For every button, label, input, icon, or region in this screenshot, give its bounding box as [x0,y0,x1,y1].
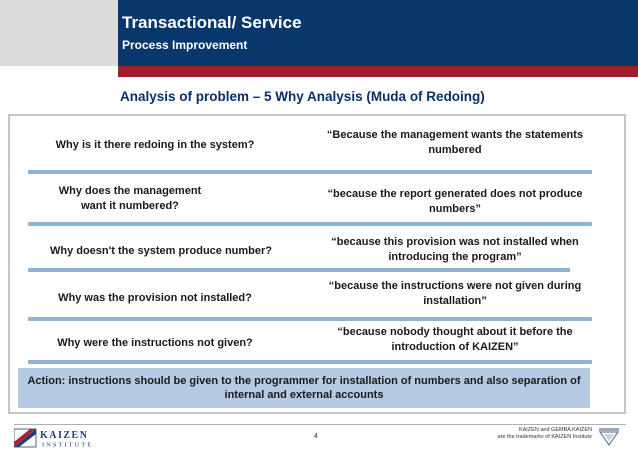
why-question-2: Why does the management want it numbered? [58,185,202,212]
why-question-4: Why was the provision not installed? [58,292,252,304]
footer-divider [14,424,626,425]
trademark-note [462,427,592,441]
row-separator [28,170,592,174]
why-answer-3: “because this provision was not installed when introducing the program” [331,236,579,263]
row-separator [28,317,592,321]
header-band [118,0,638,66]
row-separator [28,360,592,364]
page-number: 4 [314,433,318,440]
logo-text-top: KAIZEN [40,430,89,441]
why-question-5: Why were the instructions not given? [57,337,253,349]
section-title: Analysis of problem – 5 Why Analysis (Muda of Redoing) [120,89,485,104]
row-separator [28,268,570,272]
header-gray-block [0,0,118,66]
gemba-kaizen-icon [598,426,620,446]
slide-title: Transactional/ Service [122,13,302,32]
why-answer-2: “because the report generated does not produce numbers” [327,188,583,215]
action-box: Action: instructions should be given to the programmer for installation of numbers and also separation of internal and external accounts [18,368,590,408]
logo-text-bottom: INSTITUTE [42,441,94,448]
kaizen-institute-logo [14,428,126,448]
row-separator [28,222,592,226]
why-question-1: Why is it there redoing in the system? [55,139,255,151]
why-answer-1: “Because the management wants the statements numbered [326,129,584,156]
trademark-line-2: are the trademarks of KAIZEN Institute [497,434,592,440]
trademark-line-1: KAIZEN and GEMBA KAIZEN [518,427,592,433]
why-answer-5: “because nobody thought about it before the introduction of KAIZEN” [337,326,573,353]
why-answer-4: “because the instructions were not given during installation” [328,280,582,307]
slide-subtitle: Process Improvement [122,38,248,52]
accent-bar [118,66,638,77]
why-question-3: Why doesn't the system produce number? [49,245,273,257]
